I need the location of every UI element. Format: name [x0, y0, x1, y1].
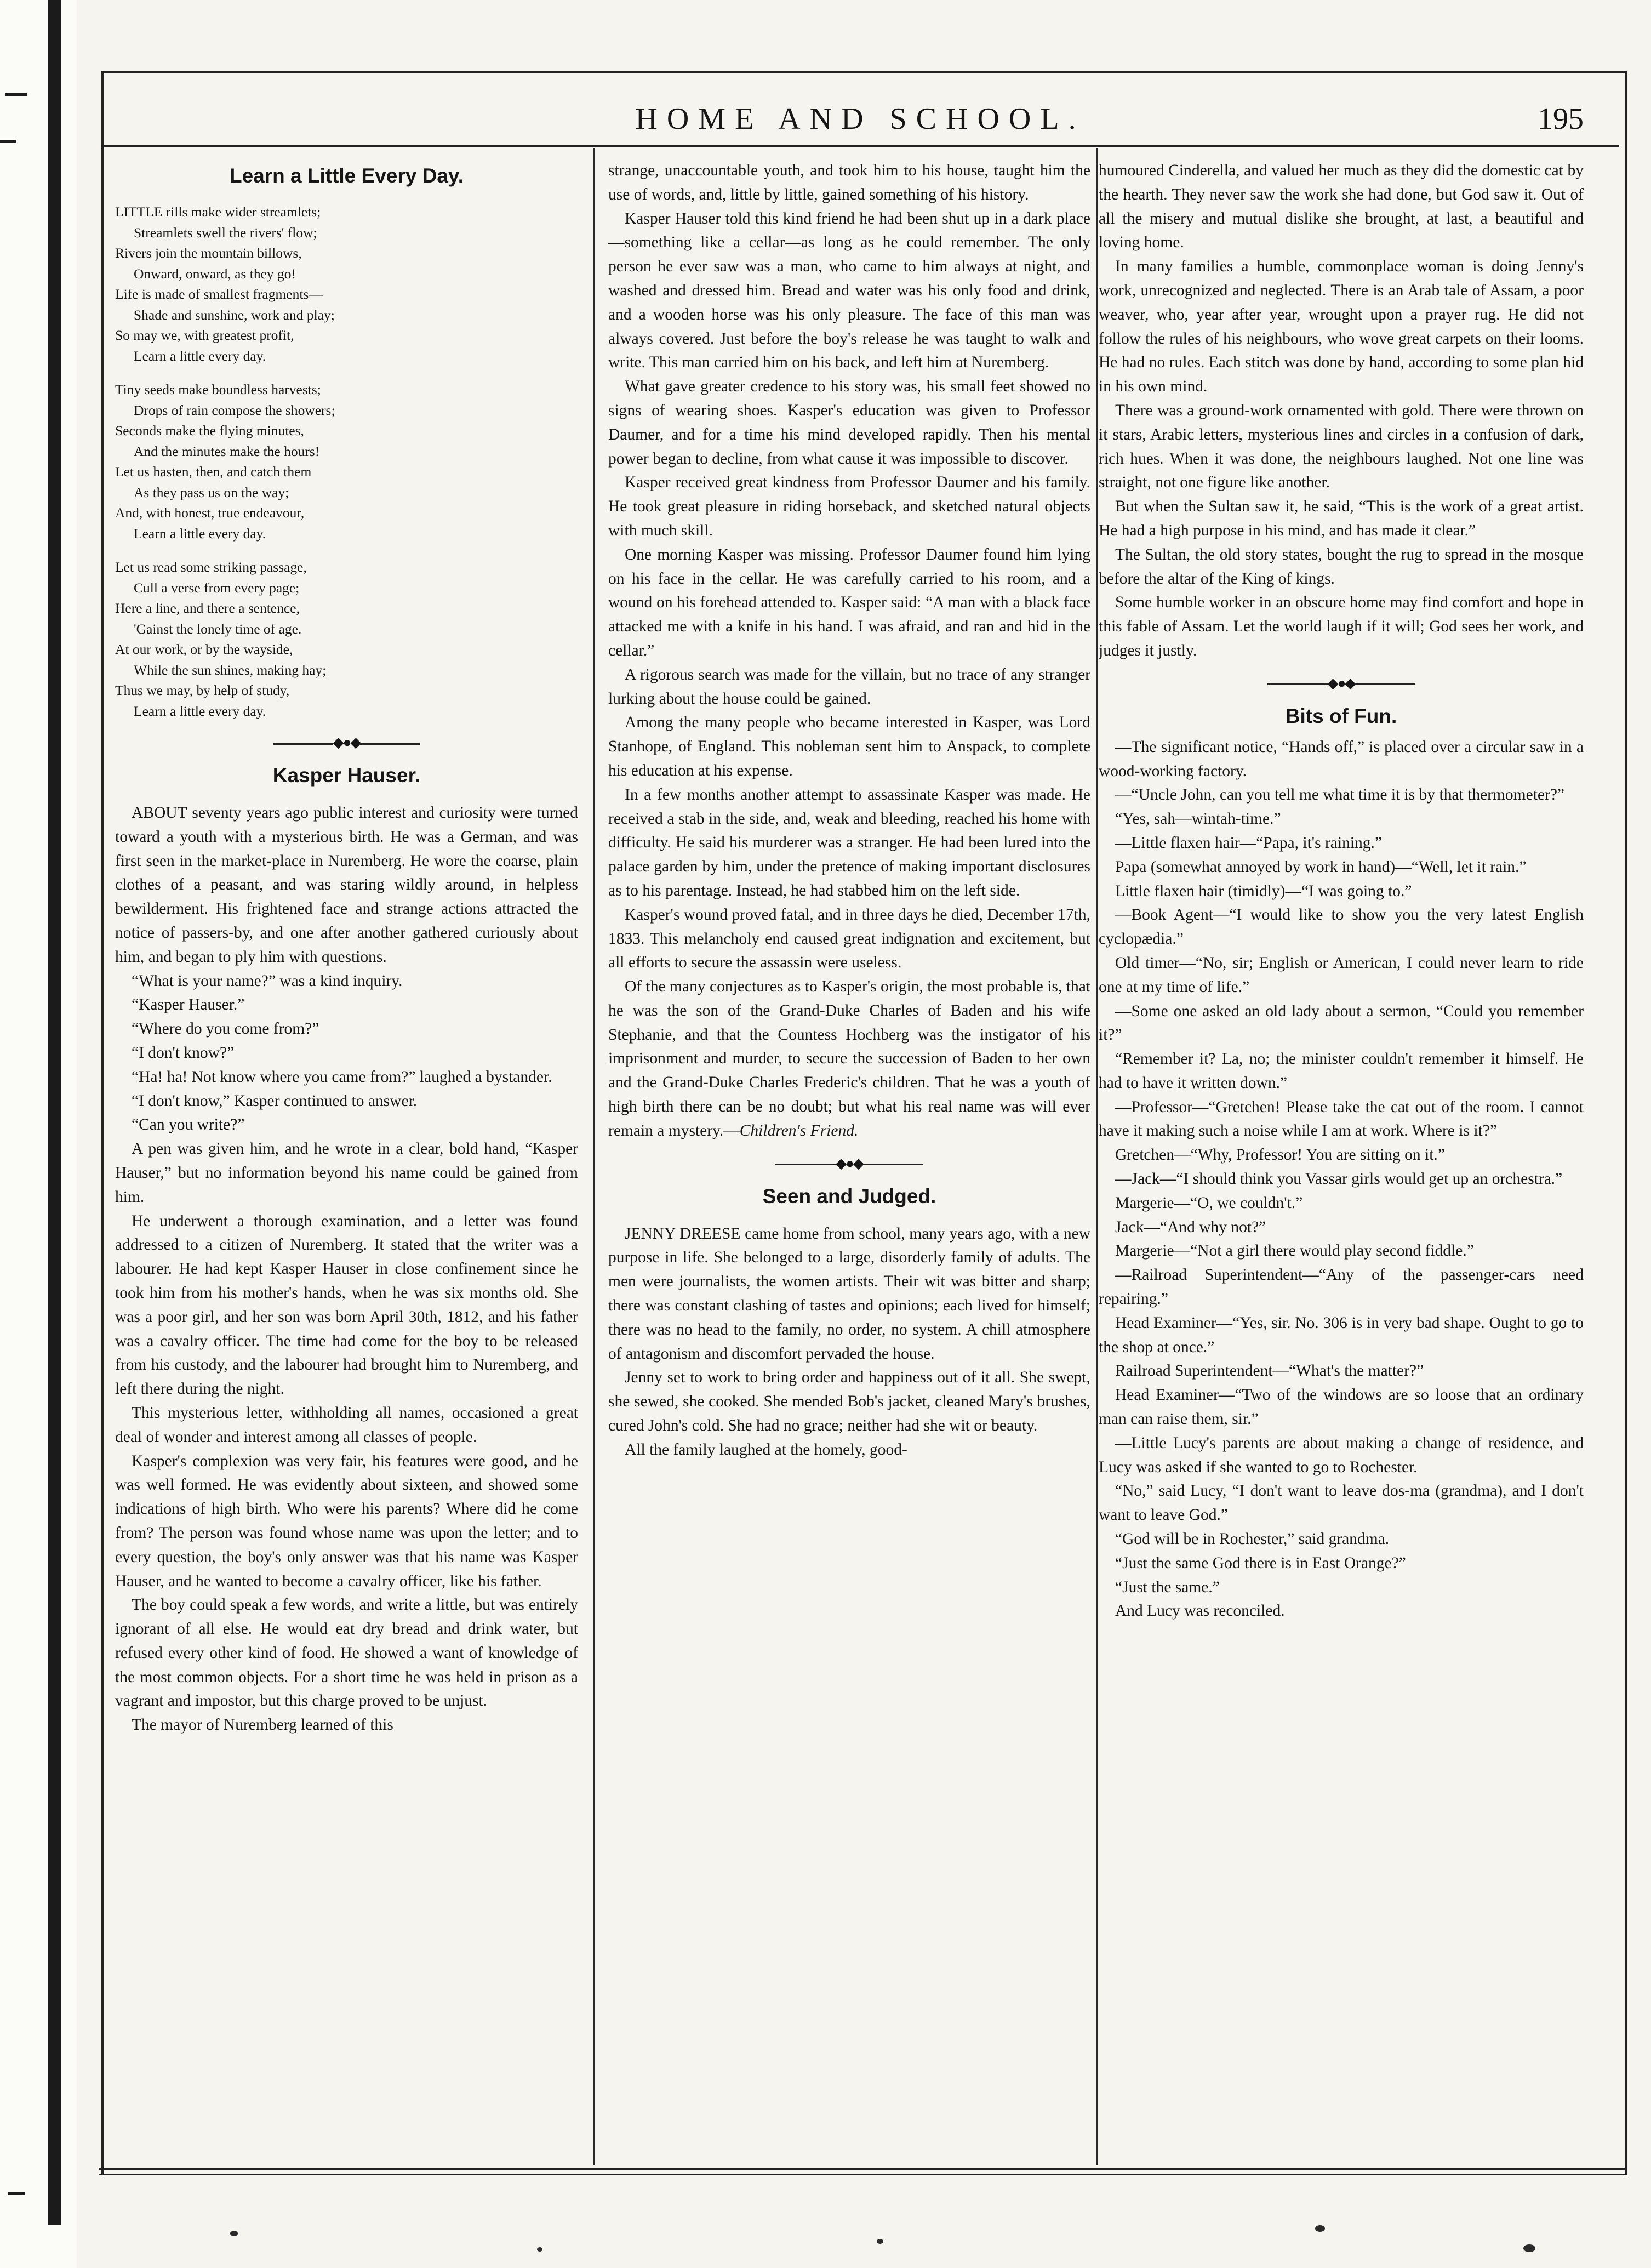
scan-speck	[877, 2239, 883, 2244]
left-margin	[0, 0, 77, 2268]
margin-mark	[8, 2192, 25, 2195]
paragraph: He underwent a thorough examination, and a letter was found addressed to a citizen of Nuremberg. It stated that the writer was a labourer. He had kept Kasper Hauser in close confinement since he took him from his mother's hands, when he was six months old. She was a poor girl, and her son was born April 30th, 1812, and his father was a cavalry officer. The time had come for the boy to be released from his custody, and the labourer had brought him to Nuremberg, and left there during the night.	[115, 1212, 578, 1398]
paragraph: One morning Kasper was missing. Professor Daumer found him lying on his face in the cellar. He was carefully carried to his room, and a wound on his forehead attended to. Kasper said: “A man with a black face attacked me with a knife in his hand. I was afraid, and ran and hid in the cellar.”	[608, 545, 1090, 659]
poem-stanza	[115, 379, 578, 544]
paragraph: ABOUT seventy years ago public interest and curiosity were turned toward a youth with a mysterious birth. He was a German, and was first seen in the market-place in Nuremberg. He wore the coarse, plain clothes of a peasant, and was staring wildly around, in helpless bewilderment. His frightened face and strange actions attracted the notice of passers-by, and one after another gathered curiously about him, and began to ply him with questions.	[115, 804, 578, 966]
paragraph: Head Examiner—“Two of the windows are so loose that an ordinary man can raise them, sir.”	[1099, 1386, 1584, 1428]
header-rule	[104, 145, 1619, 147]
poem-line: Cull a verse from every page;	[134, 579, 300, 596]
drop-word: JENNY DREESE	[625, 1224, 741, 1243]
poem-line: Learn a little every day.	[134, 703, 266, 719]
scan-speck	[537, 2247, 542, 2252]
paragraph: And Lucy was reconciled.	[1115, 1602, 1285, 1620]
poem-stanza	[115, 557, 578, 721]
paragraph: strange, unaccountable youth, and took him to his house, taught him the use of words, and, little by little, gained something of his history.	[608, 162, 1090, 203]
paragraph: —Railroad Superintendent—“Any of the passenger-cars need repairing.”	[1099, 1266, 1584, 1308]
paragraph: “Just the same God there is in East Orange?”	[1115, 1554, 1406, 1572]
paragraph: Among the many people who became interested in Kasper, was Lord Stanhope, of England. This nobleman sent him to Anspack, to complete his education at his expense.	[608, 714, 1090, 779]
paragraph: “Yes, sah—wintah-time.”	[1115, 810, 1281, 828]
poem-line: Shade and sunshine, work and play;	[134, 306, 335, 323]
paragraph: Kasper's complexion was very fair, his features were good, and he was well formed. He was evidently about sixteen, and showed some indications of high birth. Who were his parents? Where did he come from? The person was found whose name was upon the letter; and to every question, the boy's only answer was that his name was Kasper Hauser, and he wanted to become a cavalry officer, like his father.	[115, 1452, 578, 1590]
poem-line: LITTLE rills make wider streamlets;	[115, 204, 321, 220]
paragraph: —Jack—“I should think you Vassar girls would get up an orchestra.”	[1115, 1170, 1563, 1188]
paragraph: There was a ground-work ornamented with gold. There were thrown on it stars, Arabic letters, mysterious lines and circles in a confusion of dark, rich hues. When it was done, the neighbours laughed. Not one line was straight, not one figure like another.	[1099, 401, 1584, 492]
scan-speck	[230, 2231, 238, 2236]
paragraph: “Where do you come from?”	[132, 1020, 319, 1038]
paragraph: In many families a humble, commonplace woman is doing Jenny's work, unrecognized and neglected. There is an Arab tale of Assam, a poor weaver, who, year after year, wrought upon a prayer rug. He did not follow the rules of his neighbours, who wove great carpets on their looms. He had no rules. Each stitch was done by hand, according to some plan hid in his own mind.	[1099, 258, 1584, 396]
source-credit: Children's Friend.	[739, 1121, 859, 1139]
paragraph: Gretchen—“Why, Professor! You are sitting on it.”	[1115, 1146, 1445, 1164]
poem-line: At our work, or by the wayside,	[115, 641, 293, 657]
paragraph: In a few months another attempt to assassinate Kasper was made. He received a stab in the side, and, weak and bleeding, reached his home with difficulty. He said his murderer was a stranger. He had been lured into the palace garden by him, under the pretence of making important disclosures as to his parentage. Instead, he had stabbed him on the left side.	[608, 785, 1090, 899]
article-title: Seen and Judged.	[762, 1184, 936, 1207]
poem-line: Life is made of smallest fragments—	[115, 286, 323, 302]
paragraph: “Kasper Hauser.”	[132, 996, 245, 1014]
paragraph: “Ha! ha! Not know where you came from?” laughed a bystander.	[132, 1068, 552, 1086]
section-divider: ◆●◆	[608, 1155, 1090, 1172]
paragraph: Margerie—“Not a girl there would play second fiddle.”	[1115, 1242, 1474, 1260]
paragraph: —Some one asked an old lady about a sermon, “Could you remember it?”	[1099, 1002, 1584, 1044]
paragraph: Jenny set to work to bring order and happiness out of it all. She swept, she sewed, she cooked. She mended Bob's jacket, cleaned Mary's brushes, cured John's cold. She had no grace; neither had she wit or beauty.	[608, 1369, 1090, 1435]
poem-line: Let us read some striking passage,	[115, 559, 307, 575]
paragraph: “Can you write?”	[132, 1116, 245, 1134]
poem-line: And, with honest, true endeavour,	[115, 505, 305, 521]
poem-line: Drops of rain compose the showers;	[134, 402, 335, 418]
paragraph: humoured Cinderella, and valued her much as they did the domestic cat by the hearth. They never saw the work she had done, but God saw it. Out of all the misery and mutual dislike she brought, at last, a beautiful and loving home.	[1099, 162, 1584, 252]
section-divider: ◆●◆	[1099, 675, 1584, 692]
paragraph: The Sultan, the old story states, bought the rug to spread in the mosque before the altar of the King of kings.	[1099, 545, 1584, 588]
poem-line: Rivers join the mountain billows,	[115, 245, 302, 261]
paragraph: Old timer—“No, sir; English or American, I could never learn to ride one at my time of life.”	[1099, 954, 1584, 996]
paragraph: —The significant notice, “Hands off,” is placed over a circular saw in a wood-working factory.	[1099, 738, 1584, 780]
paragraph: Kasper's wound proved fatal, and in three days he died, December 17th, 1833. This melancholy end caused great indignation and excitement, but all efforts to secure the assassin were useless.	[608, 905, 1090, 972]
poem-line: Learn a little every day.	[134, 525, 266, 542]
paragraph: JENNY DREESE came home from school, many years ago, with a new purpose in life. She belonged to a large, disorderly family of adults. The men were journalists, the women artists. Their wit was bitter and sharp; there was constant clashing of tastes and opinions; each lived for himself; there was no head to the family, no order, no system. A chill atmosphere of antagonism and discomfort pervaded the house.	[608, 1224, 1090, 1363]
margin-mark	[5, 93, 27, 96]
poem-line: Tiny seeds make boundless harvests;	[115, 381, 321, 397]
paragraph: A rigorous search was made for the villain, but no trace of any stranger lurking about the house could be gained.	[608, 665, 1090, 708]
article-title: Bits of Fun.	[1285, 704, 1397, 727]
paragraph: Kasper received great kindness from Professor Daumer and his family. He took great pleasure in riding horseback, and sketched natural objects with much skill.	[608, 474, 1090, 539]
paragraph: —“Uncle John, can you tell me what time it is by that thermometer?”	[1115, 786, 1565, 804]
poem-stanza	[115, 202, 578, 366]
article-title: Kasper Hauser.	[272, 764, 421, 787]
page-number: 195	[1538, 102, 1584, 136]
paragraph: Margerie—“O, we couldn't.”	[1115, 1194, 1303, 1212]
poem-line: Learn a little every day.	[134, 347, 266, 364]
column-rule	[593, 148, 595, 2165]
paragraph: “Remember it? La, no; the minister couldn't remember it himself. He had to have it written down.”	[1099, 1050, 1584, 1092]
scan-speck	[1523, 2244, 1535, 2252]
margin-mark	[0, 140, 16, 143]
paragraph: The boy could speak a few words, and write a little, but was entirely ignorant of all else. He would eat dry bread and drink water, but refused every other kind of food. He showed a want of knowledge of the most common objects. For a short time he was held in prison as a vagrant and impostor, but this charge proved to be unjust.	[115, 1596, 578, 1710]
paragraph: “I don't know?”	[132, 1044, 235, 1062]
paragraph: Head Examiner—“Yes, sir. No. 306 is in very bad shape. Ought to go to the shop at once.”	[1099, 1314, 1584, 1356]
paragraph: Of the many conjectures as to Kasper's origin, the most probable is, that he was the son of the Grand-Duke Charles of Baden and his wife Stephanie, and that the Countess Hochberg was the instigator of his imprisonment and murder, to secure the succession of Baden to her own and the Grand-Duke Charles Frederic's children. That he was a youth of high birth there can be no doubt; but what his real name was will ever remain a mystery.—Children's Friend.	[608, 978, 1090, 1139]
paragraph: Railroad Superintendent—“What's the matter?”	[1115, 1362, 1424, 1380]
paragraph: Papa (somewhat annoyed by work in hand)—“Well, let it rain.”	[1115, 858, 1527, 876]
poem-line: Seconds make the flying minutes,	[115, 423, 304, 438]
poem-line: And the minutes make the hours!	[134, 443, 320, 459]
paragraph: Little flaxen hair (timidly)—“I was going to.”	[1115, 882, 1412, 900]
poem-title: Learn a Little Every Day.	[229, 164, 464, 187]
bottom-rule	[99, 2174, 1627, 2175]
paragraph: What gave greater credence to his story was, his small feet showed no signs of wearing shoes. Kasper's education was given to Professor Daumer, and for a time his mind developed rapidly. Then his mental power began to decline, from what cause it was impossible to discover.	[608, 378, 1090, 468]
paragraph: This mysterious letter, withholding all names, occasioned a great deal of wonder and interest among all classes of people.	[115, 1404, 578, 1446]
scan-speck	[1315, 2225, 1325, 2232]
paragraph: Jack—“And why not?”	[1115, 1218, 1266, 1236]
paragraph: But when the Sultan saw it, he said, “This is the work of a great artist. He had a high purpose in his mind, and has made it clear.”	[1099, 498, 1584, 539]
column-1	[115, 159, 578, 2110]
poem-line: Streamlets swell the rivers' flow;	[134, 224, 317, 241]
poem-line: 'Gainst the lonely time of age.	[134, 620, 302, 637]
paragraph: All the family laughed at the homely, good-	[625, 1440, 907, 1458]
running-title: HOME AND SCHOOL.	[635, 102, 1086, 136]
column-2	[608, 159, 1090, 2110]
drop-word: ABOUT	[132, 804, 187, 822]
column-3	[1099, 159, 1584, 2110]
paragraph: “What is your name?” was a kind inquiry.	[132, 972, 403, 990]
poem-line: While the sun shines, making hay;	[134, 662, 327, 678]
poem-line: Here a line, and there a sentence,	[115, 600, 300, 616]
paragraph: “I don't know,” Kasper continued to answer.	[132, 1092, 418, 1110]
paragraph: A pen was given him, and he wrote in a clear, bold hand, “Kasper Hauser,” but no information beyond his name could be gained from him.	[115, 1140, 578, 1206]
paragraph: Kasper Hauser told this kind friend he had been shut up in a dark place—something like a cellar—as long as he could remember. The only person he ever saw was a man, who came to him always at night, and washed and dressed him. Bread and water was his only food and drink, and a wooden horse was his only pleasure. The face of this man was always covered. Just before the boy's release he was taught to walk and write. This man carried him on his back, and left him at Nuremberg.	[608, 209, 1090, 372]
paragraph: —Book Agent—“I would like to show you the very latest English cyclopædia.”	[1099, 906, 1584, 948]
poem-line: Onward, onward, as they go!	[134, 265, 296, 282]
poem-line: Let us hasten, then, and catch them	[115, 464, 312, 480]
poem-line: So may we, with greatest profit,	[115, 327, 294, 343]
poem-line: As they pass us on the way;	[134, 484, 289, 500]
paragraph: —Professor—“Gretchen! Please take the cat out of the room. I cannot have it making such a noise while I am at work. Where is it?”	[1099, 1098, 1584, 1140]
column-rule	[1096, 148, 1098, 2165]
poem-line: Thus we may, by help of study,	[115, 682, 290, 698]
paragraph: “God will be in Rochester,” said grandma.	[1115, 1530, 1390, 1548]
section-divider: ◆●◆	[115, 734, 578, 751]
paragraph: “No,” said Lucy, “I don't want to leave dos-ma (grandma), and I don't want to leave God.”	[1099, 1482, 1584, 1524]
paragraph: “Just the same.”	[1115, 1578, 1220, 1596]
paragraph: —Little flaxen hair—“Papa, it's raining.”	[1115, 834, 1382, 852]
paragraph: —Little Lucy's parents are about making a change of residence, and Lucy was asked if she wanted to go to Rochester.	[1099, 1434, 1584, 1476]
bottom-rule	[99, 2168, 1627, 2170]
paragraph: The mayor of Nuremberg learned of this	[132, 1716, 393, 1734]
paragraph: Some humble worker in an obscure home may find comfort and hope in this fable of Assam. Let the world laugh if it will; God sees her work, and judges it justly.	[1099, 594, 1584, 659]
binding-edge	[48, 0, 61, 2225]
